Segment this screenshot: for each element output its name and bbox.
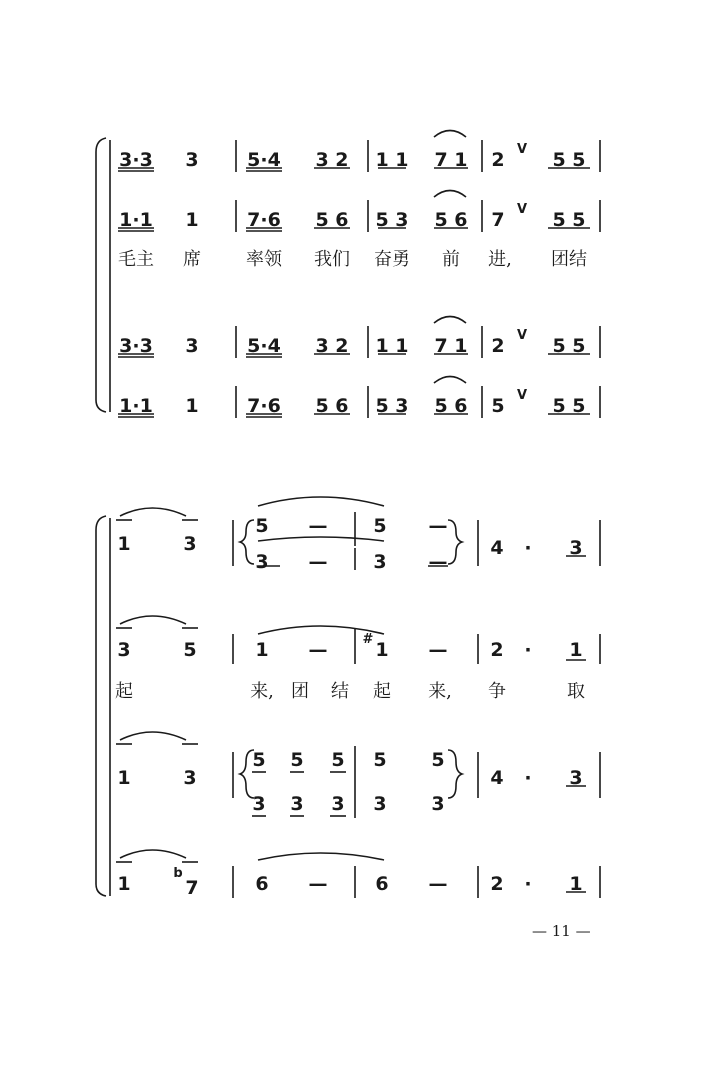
note: 3·3: [119, 335, 153, 357]
note: 1: [117, 533, 131, 555]
note: 3: [373, 793, 387, 815]
note: 5 3: [375, 395, 409, 417]
note: —: [428, 515, 448, 537]
note: 5: [255, 515, 269, 537]
note: 5 5: [552, 149, 586, 171]
note: 6: [255, 873, 269, 895]
note: 5 6: [434, 395, 468, 417]
lyric: 来,: [250, 681, 274, 702]
note: 1·1: [119, 395, 153, 417]
note: 7: [491, 209, 505, 231]
note: 1: [185, 209, 199, 231]
system1-brace: [96, 138, 106, 412]
note: 3: [255, 551, 269, 573]
breath-mark: V: [516, 328, 528, 343]
note: 1: [117, 767, 131, 789]
lyric: 结: [331, 681, 349, 702]
note: 1·1: [119, 209, 153, 231]
system2-brace: [96, 516, 106, 896]
note: 5 6: [434, 209, 468, 231]
note: 5: [290, 749, 304, 771]
note: 7: [185, 877, 199, 899]
breath-mark: V: [516, 202, 528, 217]
note: 7 1: [434, 149, 468, 171]
note: 3: [569, 537, 583, 559]
note: 1: [375, 639, 389, 661]
note: —: [428, 873, 448, 895]
lyric: 进,: [488, 249, 512, 270]
note: 2: [491, 335, 505, 357]
note: 3: [331, 793, 345, 815]
note: 3: [185, 149, 199, 171]
note: ·: [524, 873, 532, 895]
note: 7·6: [247, 209, 281, 231]
lyric: 起: [115, 681, 133, 702]
note: 7 1: [434, 335, 468, 357]
note: 4: [490, 767, 504, 789]
note: ·: [524, 767, 532, 789]
breath-mark: V: [516, 142, 528, 157]
note: 1: [569, 639, 583, 661]
note: —: [308, 873, 328, 895]
lyric: 起: [373, 681, 391, 702]
lyric: 毛主: [118, 249, 154, 270]
note: 3: [185, 335, 199, 357]
note: 3: [431, 793, 445, 815]
note: 5: [431, 749, 445, 771]
note: 3·3: [119, 149, 153, 171]
note: ·: [524, 639, 532, 661]
lyric: 奋勇: [374, 249, 410, 270]
lyric: 我们: [314, 249, 350, 270]
note: 5 6: [315, 395, 349, 417]
note: 6: [375, 873, 389, 895]
note: 5 5: [552, 395, 586, 417]
note: 7·6: [247, 395, 281, 417]
lyric: 团结: [551, 249, 587, 270]
note: 3: [569, 767, 583, 789]
note: 5·4: [247, 335, 281, 357]
note: 2: [490, 873, 504, 895]
flat-sign: b: [173, 866, 183, 881]
note: 1 1: [375, 335, 409, 357]
lyric: 取: [567, 681, 585, 702]
note: 5: [491, 395, 505, 417]
lyric: 率领: [246, 249, 282, 270]
breath-mark: V: [516, 388, 528, 403]
lyric: 前: [442, 249, 460, 270]
note: 5: [373, 515, 387, 537]
lyric: 争: [488, 681, 506, 702]
note: 5: [252, 749, 266, 771]
note: 3: [117, 639, 131, 661]
lyric: 团: [291, 681, 309, 702]
note: 3 2: [315, 335, 349, 357]
note: 5 6: [315, 209, 349, 231]
note: 3: [373, 551, 387, 573]
note: 1: [255, 639, 269, 661]
lyric: 来,: [428, 681, 452, 702]
note: 1: [569, 873, 583, 895]
note: —: [308, 551, 328, 573]
note: 1: [185, 395, 199, 417]
note: 5: [331, 749, 345, 771]
lyric: 席: [183, 249, 201, 270]
note: 3: [183, 533, 197, 555]
note: —: [308, 639, 328, 661]
note: 5 3: [375, 209, 409, 231]
note: 1: [117, 873, 131, 895]
note: 2: [491, 149, 505, 171]
note: ·: [524, 537, 532, 559]
note: —: [428, 639, 448, 661]
note: 5 5: [552, 209, 586, 231]
note: 4: [490, 537, 504, 559]
note: 5·4: [247, 149, 281, 171]
note: 3 2: [315, 149, 349, 171]
note: 3: [183, 767, 197, 789]
note: 1 1: [375, 149, 409, 171]
note: 3: [290, 793, 304, 815]
note: 5: [183, 639, 197, 661]
note: 3: [252, 793, 266, 815]
note: 5 5: [552, 335, 586, 357]
note: —: [308, 515, 328, 537]
sharp-sign: #: [362, 632, 374, 647]
note: —: [428, 551, 448, 573]
note: 2: [490, 639, 504, 661]
note: 5: [373, 749, 387, 771]
page-number: — 11 —: [532, 922, 591, 940]
